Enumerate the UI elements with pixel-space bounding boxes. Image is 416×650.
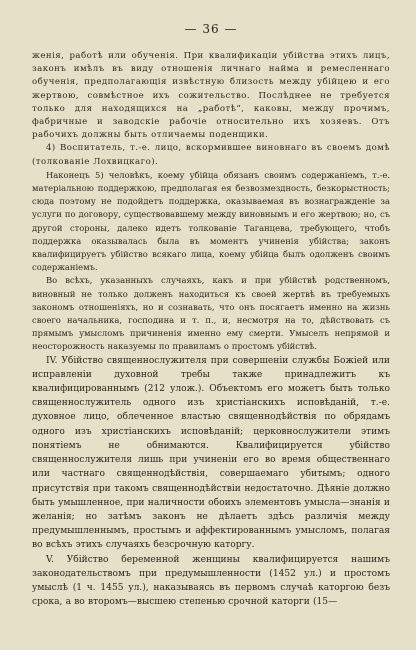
page-number: — 36 — — [184, 22, 238, 36]
paragraph-3: Наконецъ 5) человѣкъ, коему убійца обязанъ своимъ содержаніемъ, т.-е. матеріальною поддержкою, предполагая ея безвозмездность, безкорыстность; сюда поэтому не подойдетъ поддержка, оказываемая въ вознагражденіе за услуги по договору, существовавшему между виновнымъ и его жертвою; но, съ другой стороны, далеко идетъ толкованіе Таганцева, требующего, чтобъ поддержка оказывалась была въ моментъ учиненія убійства; законъ квалифицируетъ убійство всякаго лица, коему убійца былъ одолженъ своимъ содержаніемъ. — [32, 169, 390, 273]
paragraph-4: Во всѣхъ, указанныхъ случаяхъ, какъ и при убійствѣ родственномъ, виновный не только долженъ находиться къ своей жертвѣ въ требуемыхъ закономъ отношеніяхъ, но и сознавать, что онъ посягаетъ именно на жизнь своего начальника, господина и т. п., и, несмотря на то, дѣйствовать съ прямымъ умысломъ причиненія именно ему смерти. Умыселъ непрямой и неосторожность наказуемы по правиламъ о простомъ убійствѣ. — [32, 275, 390, 352]
paragraph-1: женія, работѣ или обученія. При квалификаціи убійства этихъ лицъ, законъ имѣлъ въ виду отношенія личнаго найма и ремесленнаго обученія, предполагающія извѣстную близость между убійцею и его жертвою, совмѣстное ихъ сожительство. Послѣднее не требуется только для находящихся на „работѣ“, каковы, между прочимъ, фабричные и заводскіе рабочіе относительно ихъ хозяевъ. Отъ рабочихъ должны быть отличаемы поденщики. — [32, 51, 390, 141]
paragraph-2: 4) Воспитатель, т.-е. лицо, вскормившее виновнаго въ своемъ домѣ (толкованіе Лохвицкаго). — [32, 143, 390, 167]
paragraph-5-section-iv: IV. Убійство священнослужителя при совершеніи службы Божіей или исправленіи духовной требы также принадлежитъ къ квалифицированнымъ (212 улож.). Объектомъ его можетъ быть только священнослужитель одного изъ христіанскихъ исповѣданій, т.-е. духовное лицо, облеченное властью священнодѣйствія по обрядамъ одного изъ христіанскихъ исповѣданій; церковнослужители этимъ понятіемъ не обнимаются. Квалифицируется убійство священнослужителя лишь при учиненіи его во время общественнаго или частнаго священнодѣйствія, совершаемаго убитымъ; одного присутствія при такомъ священнодѣйствіи недостаточно. Дѣяніе должно быть умышленное, при наличности обоихъ элементовъ умысла—знанія и желанія; но затѣмъ законъ не дѣлаетъ здѣсь различія между предумышленнымъ, простымъ и аффектированнымъ умысломъ, полагая во всѣхъ этихъ случаяхъ безсрочную каторгу. — [32, 355, 390, 551]
paragraph-6-section-v: V. Убійство беременной женщины квалифицируется нашимъ законодательствомъ при предумышленности (1452 ул.) и простомъ умыслѣ (1 ч. 1455 ул.), наказываясь въ первомъ случаѣ каторгою безъ срока, а во второмъ—высшею степенью срочной каторги (15— — [32, 554, 390, 608]
